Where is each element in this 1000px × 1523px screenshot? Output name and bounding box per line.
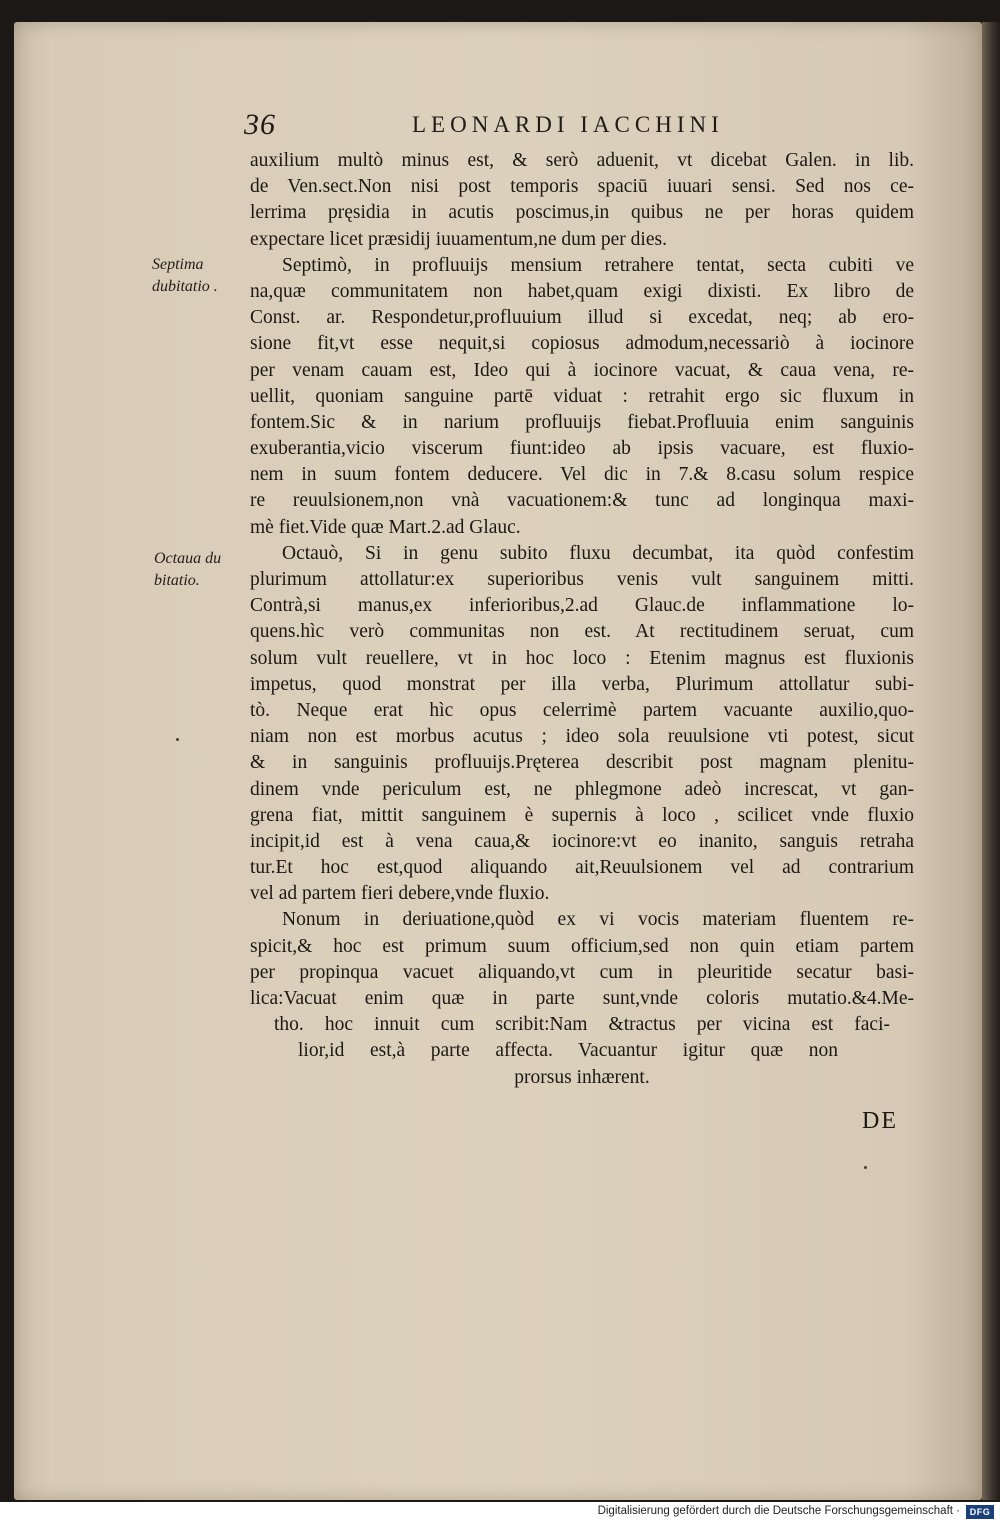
text-line: spicit,& hoc est primum suum officium,sed non quin etiam partem — [250, 935, 914, 957]
digitization-footer — [0, 1502, 1000, 1523]
text-line: nem in suum fontem deducere. Vel dic in 7.& 8.casu solum respice — [250, 464, 914, 486]
text-line: dinem vnde periculum est, ne phlegmone adeò increscat, vt gan- — [250, 778, 914, 800]
catchword: DE — [862, 1108, 898, 1134]
body-text — [250, 148, 914, 1091]
paper-speck — [864, 1166, 867, 1169]
running-title: LEONARDI IACCHINI — [412, 112, 724, 137]
text-line: niam non est morbus acutus ; ideo sola reuulsione vti potest, sicut — [250, 726, 914, 748]
paragraph-3 — [250, 541, 914, 908]
text-line: grena fiat, mittit sanguinem è supernis à loco , scilicet vnde fluxio — [250, 804, 914, 826]
text-line: vel ad partem fieri debere,vnde fluxio. — [250, 883, 550, 905]
text-line: sione fit,vt esse nequit,si copiosus admodum,necessariò à iocinore — [250, 333, 914, 355]
margin-note-line: Octaua du — [154, 550, 222, 567]
text-line: expectare licet præsidij iuuamentum,ne dum per dies. — [250, 228, 667, 250]
margin-note-line: Septima — [152, 256, 204, 273]
text-line: per propinqua vacuet aliquando,vt cum in pleuritide secatur basi- — [250, 961, 914, 983]
text-line: plurimum attollatur:ex superioribus venis vult sanguinem mitti. — [250, 569, 914, 590]
paragraph-4 — [250, 907, 914, 1090]
margin-note-line: bitatio. — [154, 572, 200, 589]
text-line: impetus, quod monstrat per illa verba, Plurimum attollatur subi- — [250, 673, 914, 695]
text-line: solum vult reuellere, vt in hoc loco : Etenim magnus est fluxionis — [250, 647, 914, 669]
margin-note-octaua — [154, 548, 221, 592]
text-line: Septimò, in profluuijs mensium retrahere tentat, secta cubiti ve — [282, 254, 914, 276]
margin-note-septima — [152, 254, 218, 298]
text-line: Nonum in deriuatione,quòd ex vi vocis materiam fluentem re- — [282, 909, 914, 931]
paragraph-2 — [250, 253, 914, 541]
text-line: lica:Vacuat enim quæ in parte sunt,vnde coloris mutatio.&4.Me- — [250, 988, 914, 1009]
text-line: lior,id est,à parte affecta. Vacuantur igitur quæ non — [298, 1040, 838, 1062]
paper-speck — [176, 738, 179, 741]
text-line: prorsus inhærent. — [514, 1066, 650, 1088]
text-line: Const. ar. Respondetur,profluuium illud si excedat, neq; ab ero- — [250, 307, 914, 329]
text-line: incipit,id est à vena caua,& iocinore:vt eo inanito, sanguis retraha — [250, 830, 914, 852]
text-line: auxilium multò minus est, & serò aduenit, vt dicebat Galen. in lib. — [250, 150, 914, 171]
margin-note-line: dubitatio . — [152, 278, 218, 295]
text-line: Contrà,si manus,ex inferioribus,2.ad Glauc.de inflammatione lo- — [250, 595, 914, 617]
text-line: fontem.Sic & in narium profluuijs fiebat.Profluuia enim sanguinis — [250, 411, 914, 433]
page-edge — [982, 22, 1000, 1500]
running-head — [244, 108, 744, 142]
text-line: re reuulsionem,non vnà vacuationem:& tunc ad longinqua maxi- — [250, 490, 914, 512]
paragraph-1 — [250, 148, 914, 253]
text-line: & in sanguinis profluuijs.Pręterea describit post magnam plenitu- — [250, 752, 914, 774]
page-number: 36 — [244, 108, 276, 141]
text-line: quens.hìc verò communitas non est. At rectitudinem seruat, cum — [250, 621, 914, 643]
text-line: tò. Neque erat hìc opus celerrimè partem vacuante auxilio,quo- — [250, 699, 914, 721]
text-line: de Ven.sect.Non nisi post temporis spaciū iuuari sensi. Sed nos ce- — [250, 176, 914, 198]
text-line: tho. hoc innuit cum scribit:Nam &tractus per vicina est faci- — [274, 1014, 890, 1036]
text-line: exuberantia,vicio viscerum fiunt:ideo ab ipsis vacuare, est fluxio- — [250, 438, 914, 460]
text-line: lerrima pręsidia in acutis poscimus,in quibus ne per horas quidem — [250, 202, 914, 224]
text-line: tur.Et hoc est,quod aliquando ait,Reuulsionem vel ad contrarium — [250, 857, 914, 879]
text-line: per venam cauam est, Ideo qui à iocinore vacuat, & caua vena, re- — [250, 359, 914, 381]
text-line: Octauò, Si in genu subito fluxu decumbat, ita quòd confestim — [282, 542, 914, 564]
text-line: na,quæ communitatem non habet,quam exigi dixisti. Ex libro de — [250, 280, 914, 302]
text-line: uellit, quoniam sanguine partē viduat : retrahit ergo sic fluxum in — [250, 385, 914, 407]
footer-credit: Digitalisierung gefördert durch die Deutsche Forschungsgemeinschaft · — [597, 1505, 960, 1517]
dfg-logo-icon: DFG — [966, 1505, 994, 1519]
text-line: mè fiet.Vide quæ Mart.2.ad Glauc. — [250, 516, 521, 538]
